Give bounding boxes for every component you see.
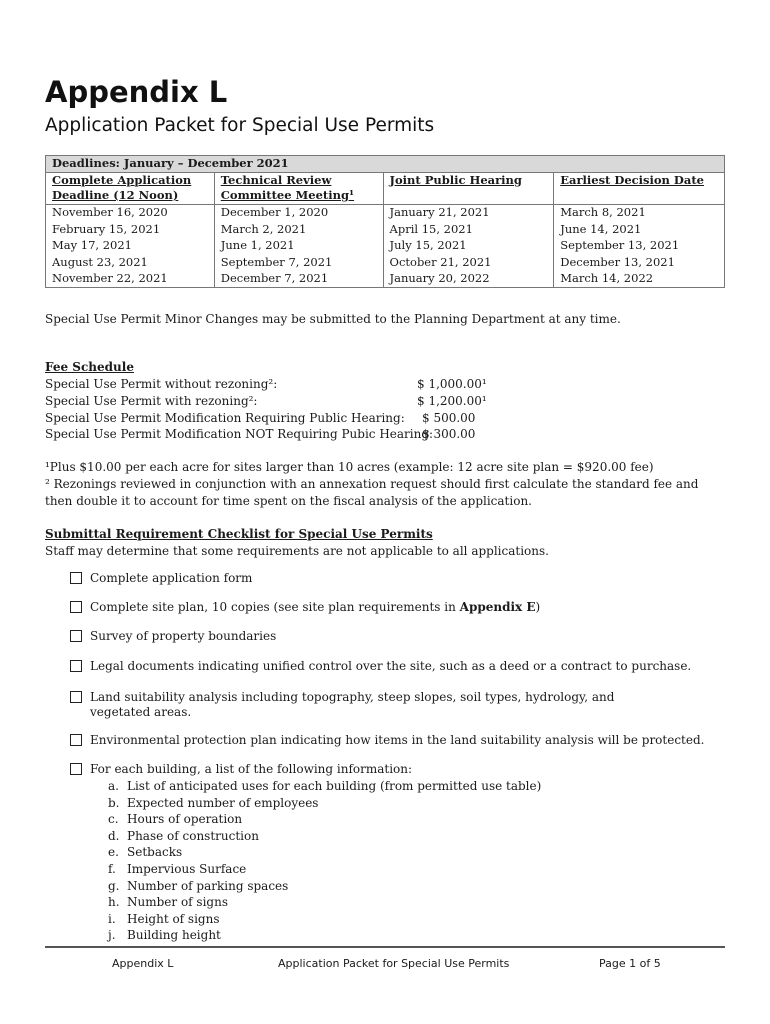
table-cell: March 14, 2022 [554, 271, 725, 288]
list-letter: a. [108, 779, 119, 793]
fee-amount: $ 1,000.00¹ [417, 377, 487, 391]
table-row [46, 204, 725, 221]
fee-label: Special Use Permit with rezoning²: [45, 393, 258, 408]
list-item [108, 927, 720, 944]
fee-amount: $ 300.00 [422, 427, 476, 442]
checkbox[interactable] [70, 691, 82, 703]
fee-schedule-heading: Fee Schedule [45, 360, 134, 374]
footer-divider [45, 946, 725, 948]
list-item-text: Phase of construction [127, 828, 259, 843]
building-info-list [90, 778, 720, 944]
table-cell: February 15, 2021 [46, 221, 215, 238]
list-item-text: Building height [127, 928, 221, 943]
checklist-item [70, 571, 720, 586]
fee-schedule-list [45, 376, 505, 443]
checkbox[interactable] [70, 572, 82, 584]
table-row [46, 271, 725, 288]
table-cell: September 7, 2021 [214, 254, 383, 271]
list-item-text: Setbacks [127, 845, 183, 860]
footer-page-number: Page 1 of 5 [599, 957, 661, 970]
list-item-text: Number of parking spaces [127, 878, 289, 893]
table-cell: August 23, 2021 [46, 254, 215, 271]
checklist-item [70, 733, 720, 748]
checklist-item-label: Environmental protection plan indicating how items in the land suitability analysis will be protected. [90, 733, 705, 747]
list-item [108, 795, 720, 812]
minor-changes-note: Special Use Permit Minor Changes may be submitted to the Planning Department at any time. [45, 312, 621, 326]
fee-amount: $ 1,200.00¹ [417, 393, 487, 408]
fee-label: Special Use Permit without rezoning²: [45, 377, 278, 391]
column-header-decision-date: Earliest Decision Date [554, 172, 725, 204]
table-row [46, 221, 725, 238]
footer-left: Appendix L [112, 957, 174, 970]
checkbox[interactable] [70, 734, 82, 746]
list-item [108, 811, 720, 828]
table-cell: December 1, 2020 [214, 204, 383, 221]
list-item [108, 894, 720, 911]
checklist-item [70, 600, 720, 615]
list-item [108, 911, 720, 928]
fee-item [45, 393, 505, 410]
list-letter: e. [108, 845, 119, 860]
list-letter: c. [108, 812, 119, 827]
table-row [46, 238, 725, 255]
list-item [108, 861, 720, 878]
column-header-public-hearing: Joint Public Hearing [383, 172, 554, 204]
table-cell: December 13, 2021 [554, 254, 725, 271]
table-cell: January 20, 2022 [383, 271, 554, 288]
list-letter: g. [108, 878, 120, 893]
checklist-item-label: Land suitability analysis including topography, steep slopes, soil types, hydrology, and vegetated areas. [90, 690, 615, 719]
list-item-text: Number of signs [127, 895, 228, 910]
page-subtitle: Application Packet for Special Use Permits [45, 115, 435, 136]
fee-label: Special Use Permit Modification Requiring Public Hearing: [45, 410, 405, 425]
footer-center: Application Packet for Special Use Permits [278, 957, 510, 970]
list-item [108, 778, 720, 795]
checklist-item-label: Complete application form [90, 571, 253, 585]
deadlines-table [45, 155, 725, 288]
table-cell: June 14, 2021 [554, 221, 725, 238]
fee-amount: $ 500.00 [422, 410, 476, 425]
fee-label: Special Use Permit Modification NOT Requiring Pubic Hearing: [45, 427, 434, 442]
checklist-heading: Submittal Requirement Checklist for Special Use Permits [45, 527, 433, 541]
table-cell: May 17, 2021 [46, 238, 215, 255]
checklist-item [70, 762, 720, 944]
table-cell: November 16, 2020 [46, 204, 215, 221]
checklist-intro: Staff may determine that some requirements are not applicable to all applications. [45, 544, 549, 558]
list-item-text: Hours of operation [127, 812, 243, 827]
table-cell: December 7, 2021 [214, 271, 383, 288]
column-header-technical-review: Technical Review Committee Meeting¹ [214, 172, 383, 204]
checkbox[interactable] [70, 763, 82, 775]
checklist-item [70, 690, 720, 720]
list-item [108, 878, 720, 895]
table-cell: March 8, 2021 [554, 204, 725, 221]
checklist-item-label: Complete site plan, 10 copies (see site plan requirements in [90, 600, 460, 614]
table-cell: January 21, 2021 [383, 204, 554, 221]
list-letter: d. [108, 828, 120, 843]
checkbox[interactable] [70, 630, 82, 642]
submittal-checklist [70, 571, 720, 944]
table-row [46, 254, 725, 271]
list-letter: b. [108, 795, 120, 810]
table-cell: September 13, 2021 [554, 238, 725, 255]
list-letter: i. [108, 911, 116, 926]
checklist-item-label: For each building, a list of the following information: [90, 762, 413, 776]
fee-item [45, 410, 505, 427]
table-cell: March 2, 2021 [214, 221, 383, 238]
fee-footnote-2: ² Rezonings reviewed in conjunction with an annexation request should first calculate the standard fee and then double it to account for time spent on the fiscal analysis of the application. [45, 477, 699, 508]
appendix-reference: Appendix E [459, 600, 536, 614]
list-item-text: Expected number of employees [127, 795, 319, 810]
table-cell: November 22, 2021 [46, 271, 215, 288]
fee-footnote-1: ¹Plus $10.00 per each acre for sites larger than 10 acres (example: 12 acre site plan = $920.00 fee) [45, 460, 654, 474]
page-title: Appendix L [45, 75, 228, 109]
fee-item [45, 376, 505, 393]
table-cell: October 21, 2021 [383, 254, 554, 271]
list-letter: f. [108, 861, 116, 876]
table-cell: June 1, 2021 [214, 238, 383, 255]
list-item-text: Impervious Surface [127, 861, 247, 876]
list-item-text: List of anticipated uses for each building (from permitted use table) [127, 779, 542, 793]
checklist-item [70, 659, 720, 674]
checkbox[interactable] [70, 660, 82, 672]
checkbox[interactable] [70, 601, 82, 613]
checklist-item-label: Survey of property boundaries [90, 629, 277, 643]
fee-item [45, 426, 505, 443]
list-item-text: Height of signs [127, 911, 220, 926]
list-item [108, 844, 720, 861]
checklist-item-label: Legal documents indicating unified control over the site, such as a deed or a contract to purchase. [90, 659, 692, 673]
list-item [108, 828, 720, 845]
list-letter: h. [108, 895, 120, 910]
column-header-application-deadline: Complete Application Deadline (12 Noon) [46, 172, 215, 204]
checklist-item [70, 629, 720, 644]
list-letter: j. [108, 928, 116, 943]
checklist-item-label-end: ) [535, 600, 541, 614]
table-cell: July 15, 2021 [383, 238, 554, 255]
table-cell: April 15, 2021 [383, 221, 554, 238]
deadlines-caption: Deadlines: January – December 2021 [46, 156, 725, 173]
